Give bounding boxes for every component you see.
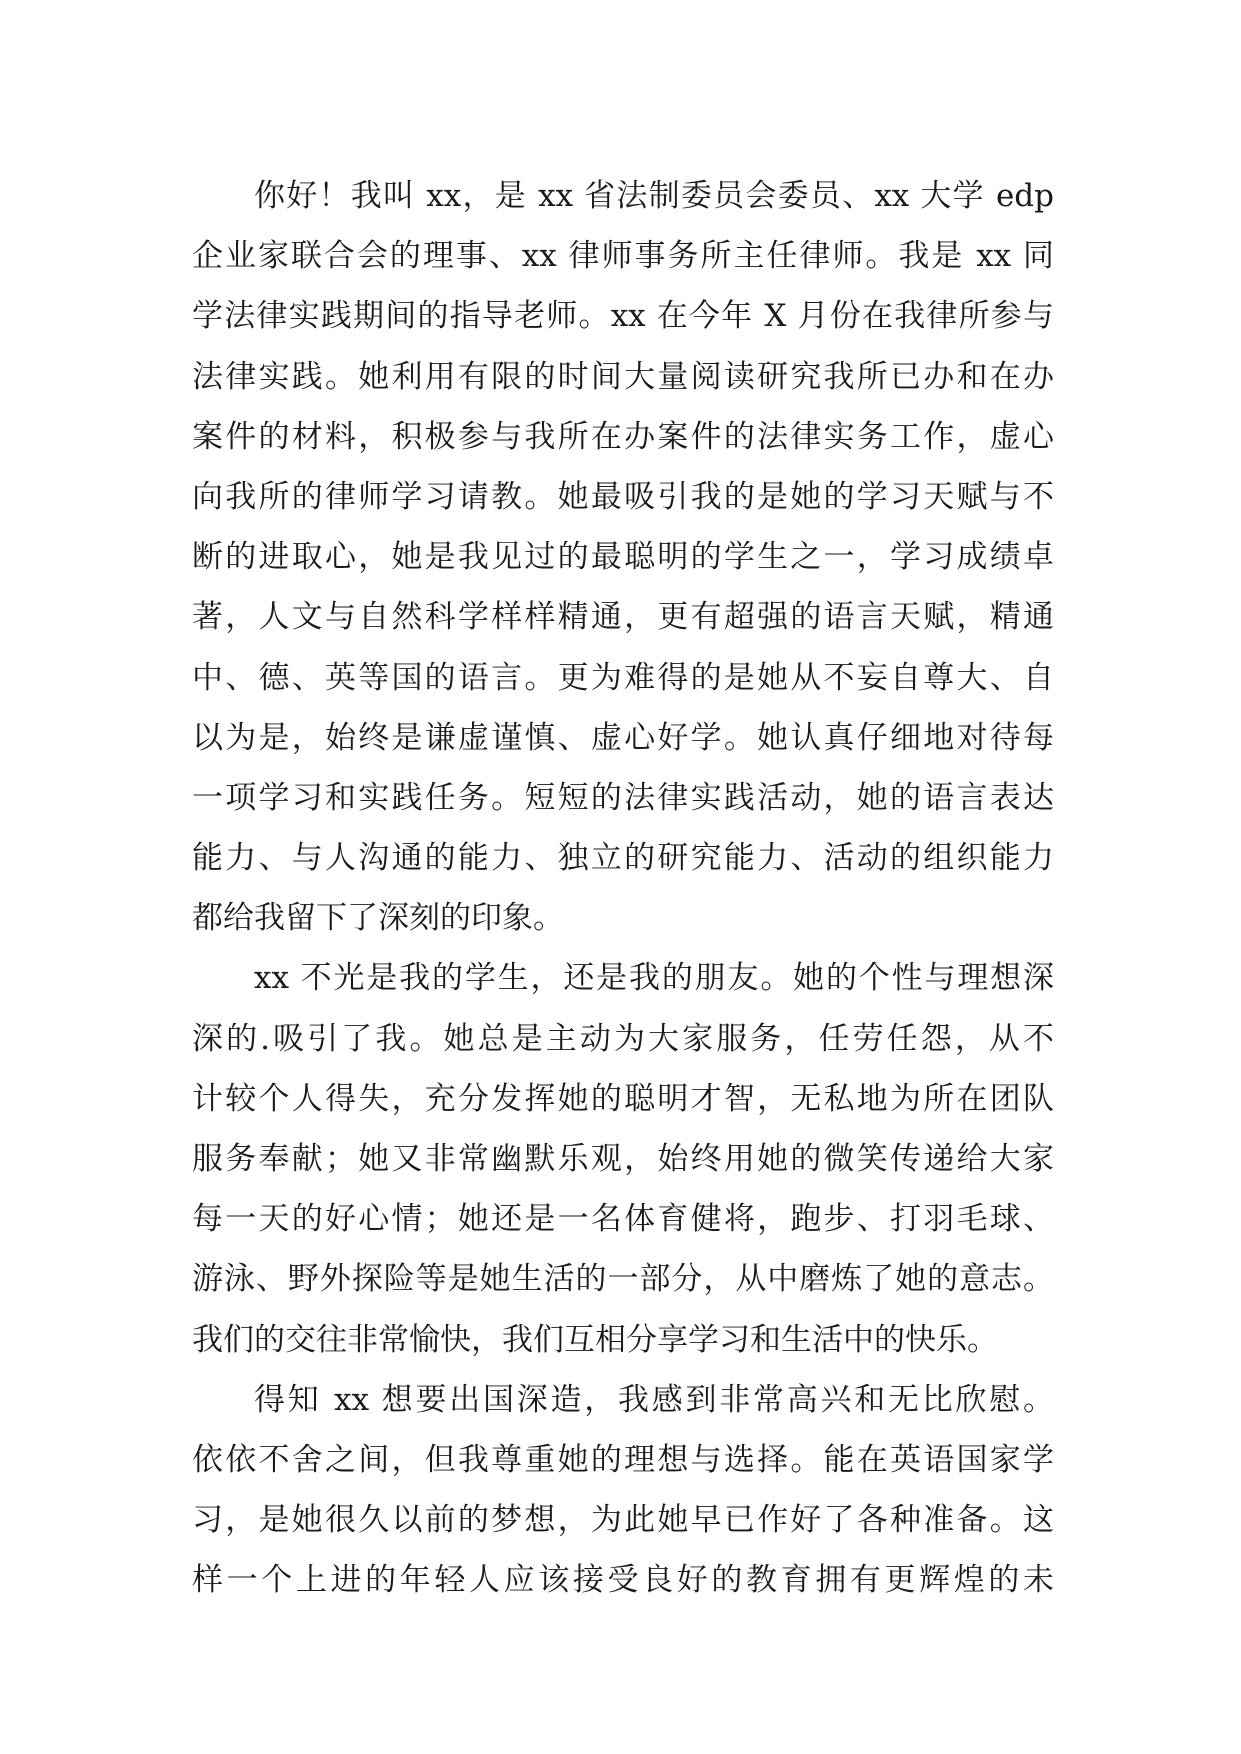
paragraph-3-line-4: 样一个上进的年轻人应该接受良好的教育拥有更辉煌的未 [192, 1562, 1054, 1599]
paragraph-1-line-9: 中、德、英等国的语言。更为难得的是她从不妄自尊大、自 [192, 659, 1054, 696]
paragraph-1-line-12: 能力、与人沟通的能力、独立的研究能力、活动的组织能力 [192, 840, 1054, 877]
paragraph-3-line-2: 依依不舍之间，但我尊重她的理想与选择。能在英语国家学 [192, 1441, 1054, 1478]
paragraph-2-line-4: 服务奉献；她又非常幽默乐观，始终用她的微笑传递给大家 [192, 1141, 1054, 1177]
paragraph-2-line-7: 我们的交往非常愉快，我们互相分享学习和生活中的快乐。 [192, 1321, 998, 1358]
paragraph-3-line-3: 习，是她很久以前的梦想，为此她早已作好了各种准备。这 [192, 1502, 1054, 1539]
paragraph-1-line-3: 学法律实践期间的指导老师。xx 在今年 X 月份在我律所参与 [192, 298, 1054, 335]
paragraph-2-line-6: 游泳、野外探险等是她生活的一部分，从中磨炼了她的意志。 [192, 1261, 1054, 1298]
paragraph-1-line-4: 法律实践。她利用有限的时间大量阅读研究我所已办和在办 [192, 358, 1054, 395]
paragraph-2-line-3: 计较个人得失，充分发挥她的聪明才智，无私地为所在团队 [192, 1080, 1054, 1117]
paragraph-1-line-7: 断的进取心，她是我见过的最聪明的学生之一，学习成绩卓 [192, 539, 1054, 576]
paragraph-1-line-13: 都给我留下了深刻的印象。 [192, 900, 564, 937]
paragraph-1-line-6: 向我所的律师学习请教。她最吸引我的是她的学习天赋与不 [192, 478, 1054, 515]
paragraph-1-line-5: 案件的材料，积极参与我所在办案件的法律实务工作，虚心 [192, 418, 1054, 455]
paragraph-1-line-2: 企业家联合会的理事、xx 律师事务所主任律师。我是 xx 同 [192, 238, 1054, 275]
paragraph-1-line-11: 一项学习和实践任务。短短的法律实践活动，她的语言表达 [192, 779, 1054, 816]
paragraph-1-line-8: 著，人文与自然科学样样精通，更有超强的语言天赋，精通 [192, 599, 1054, 636]
paragraph-2-line-5: 每一天的好心情；她还是一名体育健将，跑步、打羽毛球、 [192, 1201, 1054, 1238]
letter-body [192, 166, 1054, 1611]
paragraph-2-line-2: 深的.吸引了我。她总是主动为大家服务，任劳任怨，从不 [192, 1020, 1054, 1057]
paragraph-1-line-1: 你好！我叫 xx，是 xx 省法制委员会委员、xx 大学 edp [254, 178, 1054, 214]
paragraph-3-line-1: 得知 xx 想要出国深造，我感到非常高兴和无比欣慰。 [254, 1381, 1054, 1418]
paragraph-2-line-1: xx 不光是我的学生，还是我的朋友。她的个性与理想深 [254, 960, 1054, 997]
paragraph-1-line-10: 以为是，始终是谦虚谨慎、虚心好学。她认真仔细地对待每 [192, 719, 1054, 756]
